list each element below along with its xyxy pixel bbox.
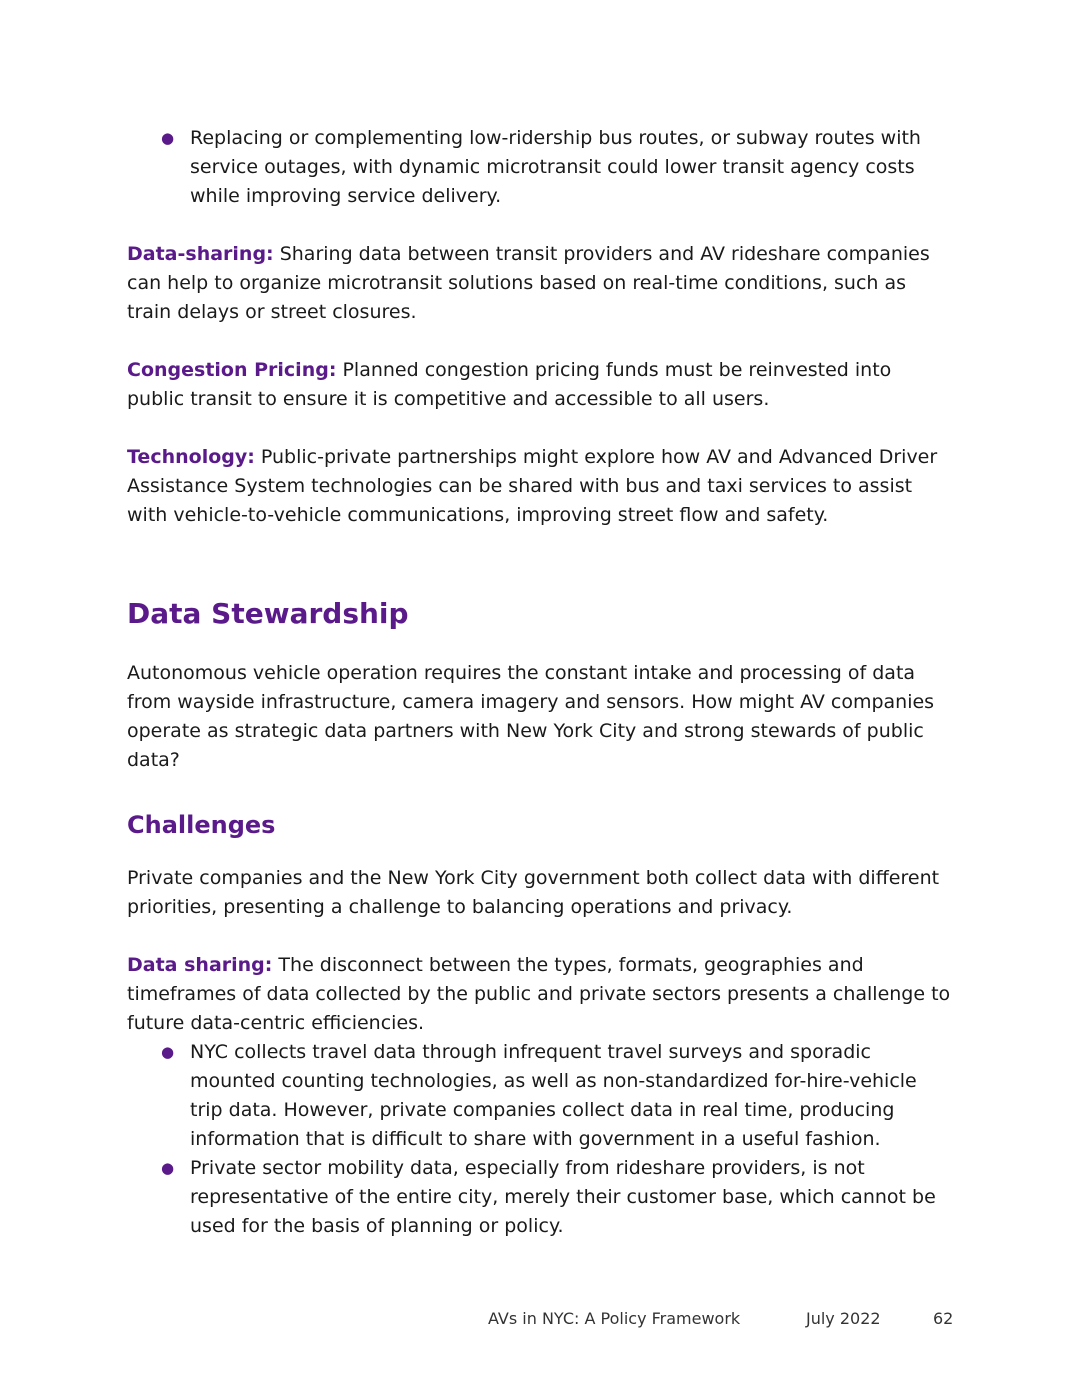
paragraph-text: The disconnect between the types, formats, geographies and timeframes of data collected by the public and private sectors presents a challenge to future data-centric efficiencies. bbox=[127, 954, 951, 1034]
paragraph-label: Technology: bbox=[127, 446, 255, 468]
section-intro: Autonomous vehicle operation requires the constant intake and processing of data from wayside infrastructure, camera imagery and sensors. How might AV companies operate as strategic data partners with New York City and strong stewards of public data? bbox=[127, 662, 935, 771]
paragraph-technology bbox=[127, 443, 953, 530]
paragraph-data-sharing-challenge bbox=[127, 951, 953, 1038]
list-item bbox=[127, 1038, 953, 1154]
intro-bullet-list bbox=[127, 124, 953, 211]
paragraph-label: Data-sharing: bbox=[127, 243, 274, 265]
page-number: 62 bbox=[933, 1309, 954, 1328]
paragraph-label: Data sharing: bbox=[127, 954, 273, 976]
paragraph-text: Planned congestion pricing funds must be reinvested into public transit to ensure it is competitive and accessible to all users. bbox=[127, 359, 892, 410]
list-item bbox=[127, 124, 953, 211]
challenges-title: Challenges bbox=[127, 811, 276, 839]
footer-title: AVs in NYC: A Policy Framework bbox=[488, 1309, 741, 1328]
bullet-text: NYC collects travel data through infrequent travel surveys and sporadic mounted counting technologies, as well as non-standardized for-hire-vehicle trip data. However, private companies collect data in real time, producing information that is difficult to share with government in a useful fashion. bbox=[190, 1041, 917, 1150]
section-title: Data Stewardship bbox=[127, 597, 409, 630]
paragraph-congestion-pricing bbox=[127, 356, 953, 414]
paragraph-data-sharing bbox=[127, 240, 953, 327]
bullet-icon: ● bbox=[161, 1043, 175, 1061]
challenge-bullet-list bbox=[127, 1038, 953, 1241]
paragraph-text: Public-private partnerships might explore how AV and Advanced Driver Assistance System technologies can be shared with bus and taxi services to assist with vehicle-to-vehicle communications, improving street flow and safety. bbox=[127, 446, 938, 526]
list-item bbox=[127, 1154, 953, 1241]
footer-date: July 2022 bbox=[806, 1309, 881, 1328]
bullet-icon: ● bbox=[161, 1159, 175, 1177]
paragraph-label: Congestion Pricing: bbox=[127, 359, 337, 381]
paragraph-text: Sharing data between transit providers and AV rideshare companies can help to organize microtransit solutions based on real-time conditions, such as train delays or street closures. bbox=[127, 243, 930, 323]
challenges-intro: Private companies and the New York City government both collect data with different priorities, presenting a challenge to balancing operations and privacy. bbox=[127, 867, 940, 918]
bullet-icon: ● bbox=[161, 129, 175, 147]
bullet-text: Private sector mobility data, especially from rideshare providers, is not representative of the entire city, merely their customer base, which cannot be used for the basis of planning or policy. bbox=[190, 1157, 936, 1237]
bullet-text: Replacing or complementing low-ridership bus routes, or subway routes with service outages, with dynamic microtransit could lower transit agency costs while improving service delivery. bbox=[190, 127, 921, 207]
page-content bbox=[127, 124, 953, 1241]
